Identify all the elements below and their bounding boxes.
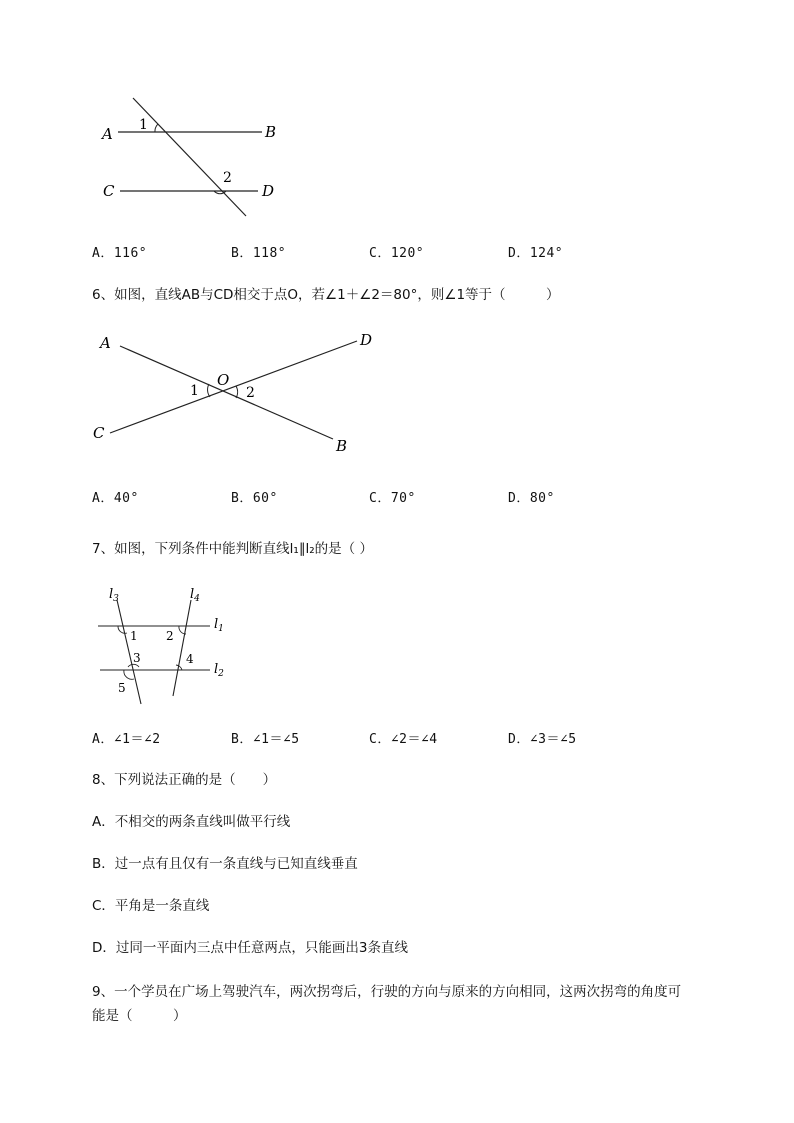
label-angle-2: 2 (246, 385, 255, 401)
angle-5-arc (124, 670, 134, 679)
q6-option-d: D．80° (508, 491, 555, 506)
q7-option-a: A．∠1＝∠2 (92, 732, 161, 747)
figure-intersecting-lines (85, 325, 385, 460)
label-angle-5: 5 (118, 681, 126, 695)
q8-stem: 8、下列说法正确的是（ ） (92, 772, 277, 788)
label-angle-3: 3 (133, 651, 141, 665)
figure-four-lines (95, 585, 235, 710)
q8-option-a: A．不相交的两条直线叫做平行线 (92, 814, 291, 830)
q7-options (92, 728, 652, 748)
label-angle-2: 2 (166, 629, 174, 643)
label-a: A (100, 334, 111, 352)
label-l2: $l_2$ (214, 662, 224, 679)
label-d: D (360, 331, 373, 349)
transversal-line (133, 98, 246, 216)
q5-option-c: C．120° (369, 246, 425, 261)
q7-stem: 7、如图，下列条件中能判断直线l₁∥l₂的是（ ） (92, 541, 373, 557)
q7-option-c: C．∠2＝∠4 (369, 732, 438, 747)
label-d: D (262, 182, 275, 200)
label-a: A (102, 125, 113, 143)
line-ab (120, 346, 333, 439)
line-cd (110, 341, 357, 433)
label-angle-1: 1 (190, 383, 199, 399)
q9-stem-line-2: 能是（ ） (92, 1008, 187, 1024)
q6-option-c: C．70° (369, 491, 416, 506)
angle-1-arc (155, 124, 158, 132)
q5-option-b: B．118° (231, 246, 287, 261)
label-angle-4: 4 (186, 652, 194, 666)
label-b: B (265, 123, 277, 141)
q8-option-c: C．平角是一条直线 (92, 898, 210, 914)
label-l3: $l_3$ (109, 587, 119, 604)
label-angle-2: 2 (223, 170, 232, 186)
q6-option-a: A．40° (92, 491, 139, 506)
label-b: B (336, 437, 348, 455)
label-angle-1: 1 (130, 629, 138, 643)
q5-option-a: A．116° (92, 246, 148, 261)
q6-option-b: B．60° (231, 491, 278, 506)
q5-options (92, 242, 652, 262)
angle-4-arc (176, 665, 182, 670)
label-c: C (103, 182, 115, 200)
label-l4: $l_4$ (190, 587, 200, 604)
q7-option-d: D．∠3＝∠5 (508, 732, 577, 747)
line-l4 (173, 600, 191, 696)
label-angle-1: 1 (139, 117, 148, 133)
q6-options (92, 487, 652, 507)
angle-1-arc (208, 384, 210, 397)
angle-1-arc (118, 626, 127, 633)
figure-parallel-lines-transversal (95, 95, 285, 225)
q6-stem: 6、如图，直线AB与CD相交于点O，若∠1＋∠2＝80°，则∠1等于（ ） (92, 287, 560, 303)
q5-option-d: D．124° (508, 246, 564, 261)
q9-stem-line-1: 9、一个学员在广场上驾驶汽车，两次拐弯后，行驶的方向与原来的方向相同，这两次拐弯的角度可 (92, 984, 682, 1000)
q8-option-b: B．过一点有且仅有一条直线与已知直线垂直 (92, 856, 358, 872)
label-c: C (93, 424, 105, 442)
label-l1: $l_1$ (214, 617, 224, 634)
label-o: O (217, 371, 230, 389)
q7-option-b: B．∠1＝∠5 (231, 732, 300, 747)
q8-option-d: D．过同一平面内三点中任意两点，只能画出3条直线 (92, 940, 408, 956)
